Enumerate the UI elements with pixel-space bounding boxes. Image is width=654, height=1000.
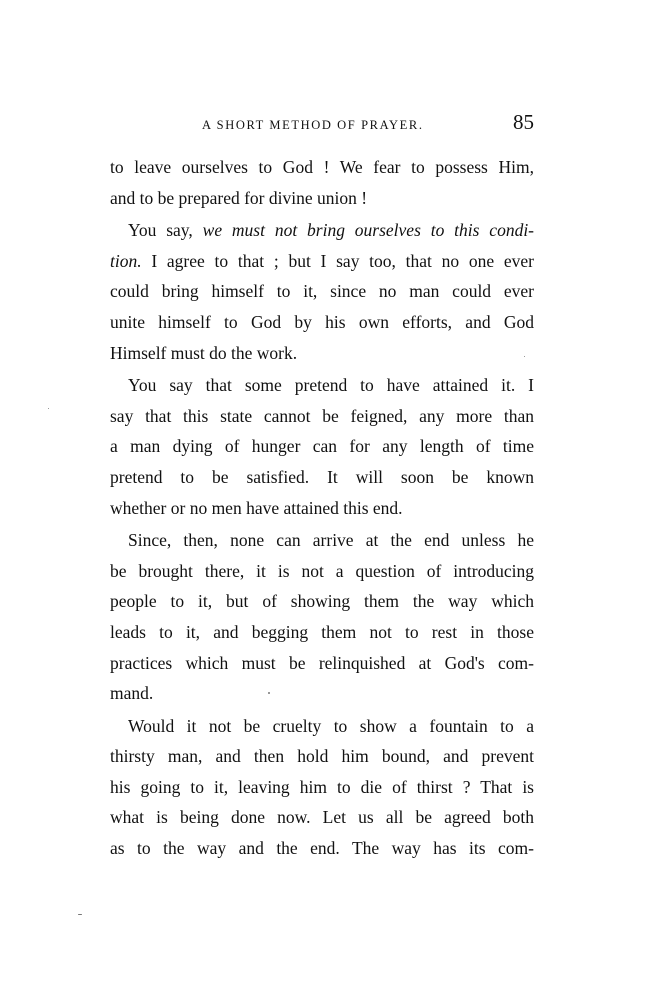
text-line: Since, then, none can arrive at the end unless he <box>128 530 534 551</box>
text-line: people to it, but of showing them the way which <box>110 591 534 612</box>
text-line <box>110 215 534 246</box>
text-line <box>110 246 534 277</box>
italic-quote: we must not bring ourselves to this condi- <box>202 220 535 241</box>
text-run: I agree to that ; but I say too, that no one ever <box>141 250 534 271</box>
body-text <box>110 152 534 864</box>
text-line: what is being done now. Let us all be agreed both <box>110 807 534 828</box>
text-line: and to be prepared for divine union ! <box>110 187 368 208</box>
page-number: 85 <box>513 110 534 134</box>
scan-speck <box>78 914 82 915</box>
text-line: his going to it, leaving him to die of thirst ? That is <box>110 776 534 797</box>
scan-speck <box>268 692 270 694</box>
text-line: mand. <box>110 683 154 704</box>
scan-speck <box>524 356 525 357</box>
text-line: unite himself to God by his own efforts, and God <box>110 311 534 332</box>
text-line: as to the way and the end. The way has its com- <box>110 838 534 859</box>
text-line: say that this state cannot be feigned, any more than <box>110 405 534 426</box>
text-line: You say that some pretend to have attained it. I <box>128 375 534 396</box>
text-line: whether or no men have attained this end. <box>110 497 403 518</box>
text-line: Himself must do the work. <box>110 342 298 363</box>
text-line: to leave ourselves to God ! We fear to possess Him, <box>110 157 534 177</box>
text-line: could bring himself to it, since no man could ever <box>110 281 534 302</box>
text-line: be brought there, it is not a question of introducing <box>110 560 534 581</box>
text-line: a man dying of hunger can for any length of time <box>110 436 534 457</box>
text-line: practices which must be relinquished at God's com- <box>110 652 534 673</box>
running-title: A SHORT METHOD OF PRAYER. <box>202 118 424 132</box>
scan-speck <box>48 408 49 409</box>
text-line: leads to it, and begging them not to rest in those <box>110 621 534 642</box>
text-line: thirsty man, and then hold him bound, and prevent <box>110 746 534 767</box>
text-line: pretend to be satisfied. It will soon be known <box>110 466 534 487</box>
italic-quote: tion. <box>110 250 142 271</box>
text-run: You say, <box>128 220 203 241</box>
text-line: Would it not be cruelty to show a fountain to a <box>128 715 534 736</box>
